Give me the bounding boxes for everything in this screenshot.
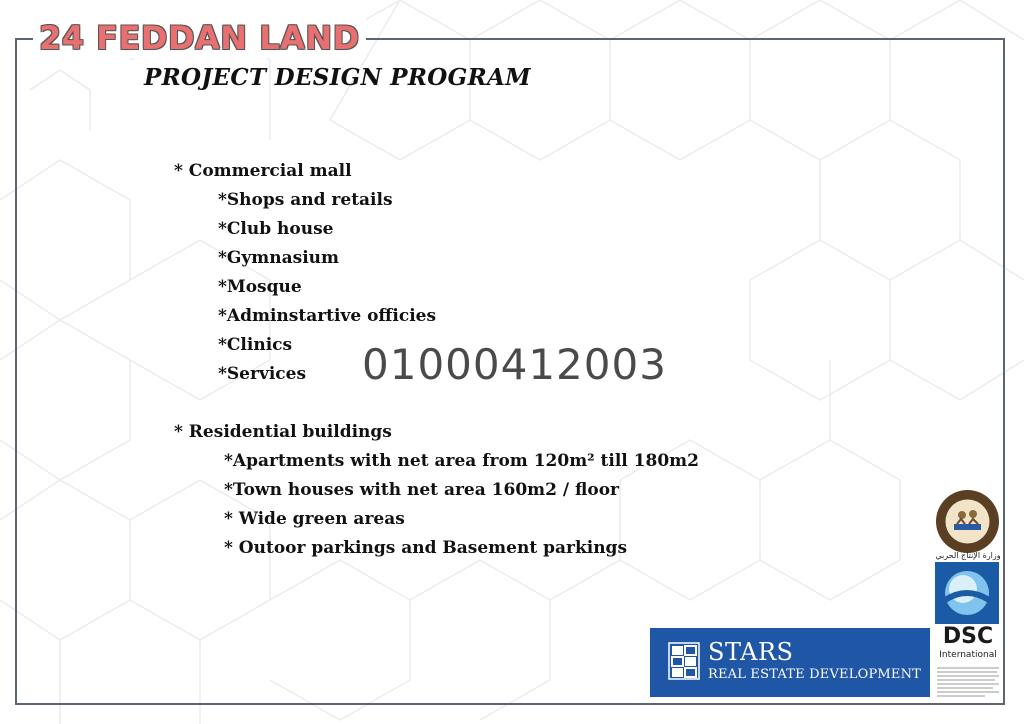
commercial-item: *Mosque (218, 277, 302, 297)
residential-item: *Town houses with net area 160m2 / floor (224, 480, 620, 500)
residential-item: * Wide green areas (224, 509, 405, 529)
commercial-item: *Shops and retails (218, 190, 393, 210)
page-subtitle: PROJECT DESIGN PROGRAM (144, 64, 531, 91)
ministry-seal-logo (935, 489, 1000, 554)
commercial-item: *Clinics (218, 335, 293, 355)
dsc-subtitle: International (939, 650, 997, 660)
dsc-name: DSC (942, 624, 994, 649)
commercial-heading: * Commercial mall (174, 161, 352, 181)
commercial-item: *Gymnasium (218, 248, 340, 268)
residential-item: *Apartments with net area from 120m² till 180m2 (224, 451, 699, 471)
stars-banner (650, 628, 930, 697)
commercial-item: *Club house (218, 219, 334, 239)
residential-item: * Outoor parkings and Basement parkings (224, 538, 628, 558)
phone-number: 01000412003 (362, 340, 667, 389)
ministry-label: وزارة الإنتاج الحربي (935, 551, 1001, 560)
commercial-item: *Adminstartive officies (218, 306, 437, 326)
stars-logo-icon (668, 642, 700, 680)
residential-heading: * Residential buildings (174, 422, 392, 442)
commercial-item: *Services (218, 364, 307, 384)
stars-company-name: STARS (708, 638, 794, 666)
dsc-fine-print-graphic (935, 664, 1001, 704)
page-title: 24 FEDDAN LAND (33, 18, 366, 58)
stars-tagline: REAL ESTATE DEVELOPMENT (708, 667, 922, 682)
dsc-globe-logo (935, 562, 999, 624)
